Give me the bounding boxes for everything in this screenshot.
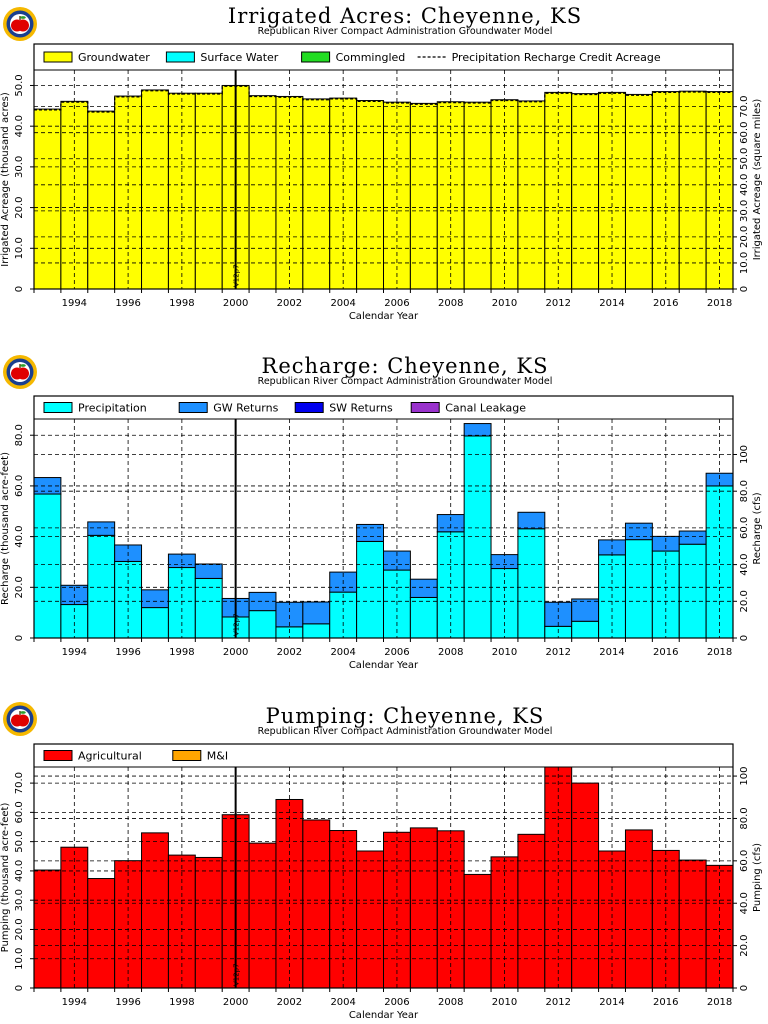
bar — [303, 624, 330, 638]
apple-leaf — [20, 364, 26, 367]
x-tick-label: 1994 — [61, 298, 88, 309]
y-tick-label: 40.0 — [14, 115, 25, 138]
bar — [88, 879, 115, 988]
chart-panel-2 — [0, 354, 763, 671]
bar — [464, 424, 491, 436]
y-tick-label: 50.0 — [14, 830, 25, 853]
y-axis-label: Pumping (thousand acre-feet) — [0, 802, 11, 953]
y2-tick-label: 0 — [739, 984, 750, 992]
legend-swatch — [44, 52, 72, 62]
bar — [142, 833, 169, 988]
y2-tick-label: 40.0 — [739, 173, 750, 196]
x-tick-label: 2014 — [599, 647, 625, 658]
x-tick-label: 2000 — [222, 997, 249, 1008]
x-tick-label: 2000 — [222, 298, 249, 309]
version-marker-label: V12p7 — [232, 963, 241, 986]
bar — [464, 874, 491, 988]
legend-swatch — [166, 52, 194, 62]
x-tick-label: 1998 — [169, 647, 195, 658]
bar — [706, 865, 733, 988]
y2-axis-label: Pumping (cfs) — [752, 843, 763, 912]
bar — [115, 561, 142, 638]
x-tick-label: 1996 — [115, 298, 141, 309]
x-tick-label: 2010 — [491, 997, 518, 1008]
bar — [572, 621, 599, 638]
bar — [357, 851, 384, 988]
x-tick-label: 2018 — [706, 647, 733, 658]
apple-leaf — [20, 16, 26, 19]
bar — [410, 103, 437, 289]
x-tick-label: 2002 — [276, 647, 303, 658]
legend-label: SW Returns — [329, 401, 393, 415]
legend-swatch — [179, 403, 207, 413]
bar — [195, 93, 222, 289]
bar — [572, 783, 599, 988]
apple-leaf — [20, 711, 26, 714]
x-tick-label: 2014 — [599, 298, 625, 309]
bar — [357, 541, 384, 638]
x-tick-label: 2018 — [706, 997, 733, 1008]
bar — [303, 99, 330, 289]
y-axis-label: Irrigated Acreage (thousand acres) — [0, 92, 11, 267]
bar — [625, 523, 652, 539]
x-tick-label: 1994 — [61, 647, 88, 658]
bar — [518, 101, 545, 289]
y-tick-label: 0 — [14, 634, 25, 642]
x-tick-label: 2014 — [599, 997, 625, 1008]
x-tick-label: 2016 — [653, 298, 679, 309]
bar — [625, 830, 652, 988]
y-tick-label: 40.0 — [14, 859, 25, 883]
apple-logo-icon — [3, 702, 37, 736]
bar — [88, 535, 115, 638]
x-tick-label: 1998 — [169, 997, 195, 1008]
bar — [679, 91, 706, 289]
y2-tick-label: 0 — [739, 634, 750, 642]
y2-tick-label: 30.0 — [739, 199, 750, 222]
legend-swatch — [44, 751, 72, 761]
x-tick-label: 2004 — [330, 647, 356, 658]
bar — [195, 564, 222, 578]
bar — [679, 544, 706, 638]
y-tick-label: 10.0 — [14, 237, 25, 260]
x-tick-label: 2010 — [491, 647, 518, 658]
bar — [88, 111, 115, 289]
legend-label: Groundwater — [78, 51, 150, 64]
y-tick-label: 20.0 — [14, 576, 25, 599]
apple-shape — [17, 715, 29, 727]
y2-tick-label: 50.0 — [739, 147, 750, 170]
chart-subtitle: Republican River Compact Administration Groundwater Model — [257, 726, 553, 737]
bar — [357, 101, 384, 289]
x-tick-label: 2012 — [545, 647, 571, 658]
apple-logo-icon — [3, 7, 37, 41]
y2-tick-label: 40.0 — [739, 892, 750, 915]
bar — [303, 820, 330, 988]
x-tick-label: 2002 — [276, 298, 303, 309]
bar — [142, 608, 169, 638]
x-tick-label: 2006 — [384, 997, 410, 1008]
bar — [464, 102, 491, 289]
y2-tick-label: 100 — [739, 766, 750, 786]
y2-tick-label: 0 — [739, 285, 750, 293]
apple-logo-icon — [3, 355, 37, 389]
bar — [572, 94, 599, 289]
y-axis-label: Recharge (thousand acre-feet) — [0, 452, 11, 605]
x-tick-label: 2012 — [545, 997, 571, 1008]
bar — [599, 851, 626, 988]
x-tick-label: 2004 — [330, 997, 356, 1008]
legend-swatch — [173, 751, 201, 761]
x-tick-label: 2008 — [437, 997, 464, 1008]
y-tick-label: 0 — [14, 285, 25, 293]
chart-panel-3 — [0, 704, 763, 1021]
x-tick-label: 2000 — [222, 647, 249, 658]
bar — [34, 494, 61, 638]
y-tick-label: 30.0 — [14, 889, 25, 912]
y-tick-label: 30.0 — [14, 155, 25, 179]
y-tick-label: 60.0 — [14, 801, 25, 824]
legend-swatch — [302, 52, 330, 62]
x-tick-label: 1994 — [61, 997, 88, 1008]
x-tick-label: 1996 — [115, 997, 141, 1008]
version-marker-label: V12p7 — [232, 264, 241, 287]
legend-label: Precipitation — [78, 401, 147, 415]
x-tick-label: 2018 — [706, 298, 733, 309]
bar — [410, 597, 437, 638]
x-tick-label: 2012 — [545, 298, 571, 309]
bar — [410, 828, 437, 988]
legend-label: Commingled — [335, 51, 406, 64]
y2-tick-label: 60.0 — [739, 849, 750, 872]
bar — [357, 524, 384, 541]
chart-title: Irrigated Acres: Cheyenne, KS — [227, 4, 583, 28]
bar — [625, 94, 652, 289]
y2-tick-label: 60.0 — [739, 121, 750, 144]
bar — [142, 590, 169, 608]
x-tick-label: 1998 — [169, 298, 195, 309]
y2-tick-label: 70.0 — [739, 95, 750, 118]
x-tick-label: 2002 — [276, 997, 303, 1008]
y-tick-label: 20.0 — [14, 196, 25, 219]
bar — [142, 90, 169, 289]
x-tick-label: 2006 — [384, 647, 410, 658]
legend-swatch — [411, 403, 439, 413]
legend-label: Canal Leakage — [445, 401, 527, 415]
bar — [34, 109, 61, 289]
y2-tick-label: 10.0 — [739, 251, 750, 275]
legend-label: M&I — [206, 749, 229, 763]
chart-title: Recharge: Cheyenne, KS — [261, 354, 549, 378]
y2-tick-label: 20.0 — [739, 934, 750, 957]
apple-shape — [17, 20, 29, 32]
bar — [518, 834, 545, 988]
y-tick-label: 60.0 — [14, 474, 25, 498]
bar — [303, 602, 330, 624]
x-tick-label: 2004 — [330, 298, 356, 309]
version-marker-label: V12p7 — [232, 613, 241, 636]
chart-subtitle: Republican River Compact Administration Groundwater Model — [257, 376, 553, 387]
chart-panel-1 — [0, 4, 763, 322]
x-tick-label: 2006 — [384, 298, 410, 309]
bar — [249, 611, 276, 638]
chart-subtitle: Republican River Compact Administration Groundwater Model — [257, 26, 553, 37]
y2-tick-label: 80.0 — [739, 807, 750, 830]
y2-tick-label: 80.0 — [739, 480, 750, 503]
y-tick-label: 20.0 — [14, 918, 25, 941]
y2-tick-label: 20.0 — [739, 225, 750, 249]
x-tick-label: 2016 — [653, 997, 679, 1008]
y2-tick-label: 40.0 — [739, 553, 750, 576]
y2-axis-label: Recharge (cfs) — [752, 492, 763, 565]
legend-swatch — [295, 403, 323, 413]
y-tick-label: 0 — [14, 984, 25, 992]
y2-tick-label: 20.0 — [739, 590, 750, 613]
bar — [679, 531, 706, 544]
y-tick-label: 80.0 — [14, 424, 25, 447]
legend-label: Agricultural — [78, 749, 142, 763]
apple-shape — [17, 368, 29, 380]
x-axis-label: Calendar Year — [348, 311, 419, 322]
y2-tick-label: 100 — [739, 444, 750, 465]
x-tick-label: 1996 — [115, 647, 141, 658]
bar — [625, 540, 652, 638]
legend-swatch — [44, 403, 72, 413]
bar — [34, 870, 61, 988]
bar — [195, 857, 222, 988]
bar — [518, 529, 545, 638]
x-axis-label: Calendar Year — [348, 660, 419, 671]
y-tick-label: 10.0 — [14, 947, 25, 970]
y2-tick-label: 60.0 — [739, 516, 750, 540]
legend-label: Precipitation Recharge Credit Acreage — [451, 51, 661, 64]
x-axis-label: Calendar Year — [348, 1010, 419, 1021]
x-tick-label: 2016 — [653, 647, 679, 658]
bar — [410, 579, 437, 597]
bar — [679, 860, 706, 988]
x-tick-label: 2010 — [491, 298, 518, 309]
bar — [572, 599, 599, 621]
legend-label: Surface Water — [200, 51, 279, 64]
y-tick-label: 50.0 — [14, 74, 25, 97]
chart-title: Pumping: Cheyenne, KS — [265, 704, 545, 728]
y2-axis-label: Irrigated Acreage (square miles) — [752, 98, 763, 261]
bar — [88, 522, 115, 535]
bar — [518, 512, 545, 528]
y-tick-label: 40.0 — [14, 525, 25, 548]
x-tick-label: 2008 — [437, 647, 464, 658]
y-tick-label: 70.0 — [14, 771, 25, 795]
x-tick-label: 2008 — [437, 298, 464, 309]
legend-label: GW Returns — [213, 401, 279, 415]
bar — [249, 843, 276, 988]
bar — [249, 96, 276, 289]
